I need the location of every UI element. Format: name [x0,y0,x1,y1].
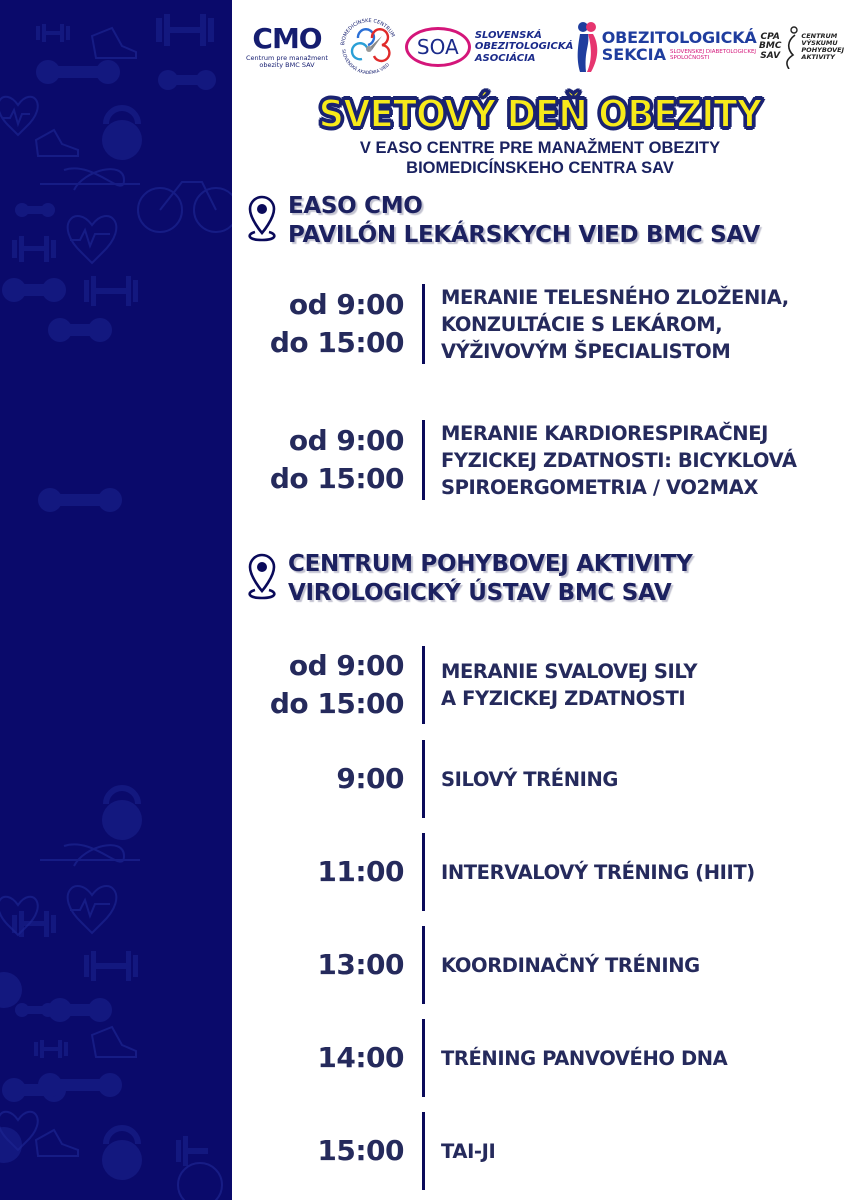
obe-logo-line-2: SEKCIA [601,45,666,64]
divider [422,1112,425,1190]
barbell-plate-icon [176,1136,208,1166]
dumbbell-icon [48,318,112,342]
heartbeat-icon [0,897,38,935]
schedule-row [232,420,848,500]
subtitle-line-1: V EASO CENTRE PRE MANAŽMENT OBEZITY [359,139,721,157]
heartbeat-icon [0,97,38,135]
barbell-plate-icon [84,951,138,981]
barbell-plate-icon [36,24,70,42]
jump-rope-icon [40,168,140,190]
time: 11:00 [317,855,404,888]
cpa-right-1: CENTRUM [801,31,838,40]
location-header-easo-cmo [246,192,760,250]
cmo-logo-caption-1: Centrum pre manažment [246,53,328,62]
partner-logos-row [236,14,848,80]
bmc-sav-emblem-icon [336,14,402,80]
activity-line: TRÉNING PANVOVÉHO DNA [441,1046,728,1070]
sneaker-icon [36,130,78,156]
activity-line: KOORDINAČNÝ TRÉNING [441,953,700,977]
soa-logo-line-3: ASOCIÁCIA [474,52,536,64]
time-end: do 15:00 [269,462,404,495]
obe-logo-sub-2: SPOLOČNOSTI [669,55,710,62]
activity-line: MERANIE TELESNÉHO ZLOŽENIA, [441,285,789,309]
location-header-cpa [246,550,692,608]
subtitle-line-2: BIOMEDICÍNSKEHO CENTRA SAV [406,159,674,177]
activity-line: INTERVALOVÝ TRÉNING (HIIT) [441,860,755,884]
divider [422,284,425,364]
kettlebell-icon [102,788,142,840]
time-end: do 15:00 [269,326,404,359]
activity-line: MERANIE SVALOVEJ SILY [441,660,698,683]
dumbbell-icon [158,70,216,90]
location-line-2: VIROLOGICKÝ ÚSTAV BMC SAV [288,580,672,606]
obe-logo-sub-1: SLOVENSKEJ DIABETOLOGICKEJ [669,49,757,56]
schedule-row [232,1112,848,1190]
location-pin-icon [246,194,278,246]
sneaker-icon [92,1027,136,1057]
location-pin-icon [246,552,278,604]
divider [422,646,425,724]
bmc-ring-top: BIOMEDICÍNSKE CENTRUM [340,17,397,46]
schedule-row [232,740,848,818]
schedule-row [232,284,848,364]
schedule-row [232,1019,848,1097]
svg-text:SLOVENSKÁ AKADÉMIA VIED [340,49,391,76]
sneaker-icon [92,28,136,58]
location-line-1: CENTRUM POHYBOVEJ AKTIVITY [288,551,693,577]
dumbbell-icon [38,488,122,512]
sneaker-icon [36,1130,78,1156]
bicycle-icon [178,1163,222,1200]
kettlebell-icon [0,972,22,1008]
schedule-row [232,646,848,724]
cpa-right-2: VÝSKUMU [801,38,838,47]
activity-line: A FYZICKEJ ZDATNOSTI [441,687,686,710]
time-start: od 9:00 [288,288,404,321]
activity-line: SILOVÝ TRÉNING [441,767,619,791]
soa-logo-mark: SOA [405,27,471,67]
cpa-right-4: AKTIVITY [801,53,835,62]
activity-line: VÝŽIVOVÝM ŠPECIALISTOM [441,339,731,363]
sidebar-panel [0,0,232,1200]
soa-logo-line-1: SLOVENSKÁ [474,29,542,41]
activity-line: SPIROERGOMETRIA / VO2MAX [441,475,759,499]
divider [422,420,425,500]
barbell-plate-icon [84,276,138,306]
cpa-left-2: BMC [759,41,782,52]
figure-silhouette-icon [576,20,598,74]
schedule-row [232,926,848,1004]
location-line-1: EASO CMO [288,193,423,219]
kettlebell-icon [102,108,142,160]
dumbbell-icon [36,60,120,84]
time: 9:00 [336,762,404,795]
activity-line: MERANIE KARDIORESPIRAČNEJ [441,421,768,445]
fitness-pattern-background [0,0,232,1200]
divider [422,926,425,1004]
cmo-logo [240,21,334,69]
activity-line: FYZICKEJ ZDATNOSTI: BICYKLOVÁ [441,448,797,472]
barbell-plate-icon [34,1040,68,1058]
bmc-ring-bottom: SLOVENSKÁ AKADÉMIA VIED [340,48,392,77]
divider [422,740,425,818]
soa-logo [405,27,574,67]
time: 13:00 [317,948,404,981]
divider [422,833,425,911]
bicycle-icon [138,182,232,232]
schedule-row [232,833,848,911]
time-start: od 9:00 [288,649,404,682]
divider [422,1019,425,1097]
dumbbell-icon [48,998,112,1022]
runner-figure-icon [783,25,799,69]
jump-rope-icon [40,844,140,866]
time-end: do 15:00 [269,687,404,720]
header [232,92,848,178]
time: 15:00 [317,1134,404,1167]
obezitologicka-sekcia-logo [576,20,757,74]
activity-line: KONZULTÁCIE S LEKÁROM, [441,312,723,336]
dumbbell-icon [15,203,55,217]
barbell-plate-icon [12,236,56,262]
bmc-logo [336,14,402,80]
cpa-left-3: SAV [760,50,781,61]
kettlebell-icon [102,1128,142,1180]
time: 14:00 [317,1041,404,1074]
time-start: od 9:00 [288,424,404,457]
dumbbell-icon [2,278,66,302]
obe-logo-line-1: OBEZITOLOGICKÁ [601,28,757,48]
location-line-2: PAVILÓN LEKÁRSKYCH VIED BMC SAV [288,222,760,248]
cpa-logo [759,25,844,69]
cpa-right-3: POHYBOVEJ [801,46,844,54]
soa-logo-line-2: OBEZITOLOGICKÁ [474,41,574,53]
kettlebell-icon [0,1127,22,1163]
heartbeat-icon [68,886,117,933]
cmo-logo-mark: CMO [252,21,322,55]
cpa-left-1: CPA [760,31,780,42]
heartbeat-icon [68,216,117,263]
cmo-logo-caption-2: obezity BMC SAV [259,61,315,69]
barbell-plate-icon [156,14,214,46]
activity-line: TAI-JI [441,1139,496,1163]
dumbbell-icon [38,1073,122,1097]
page-title: SVETOVÝ DEŇ OBEZITY [318,92,762,136]
